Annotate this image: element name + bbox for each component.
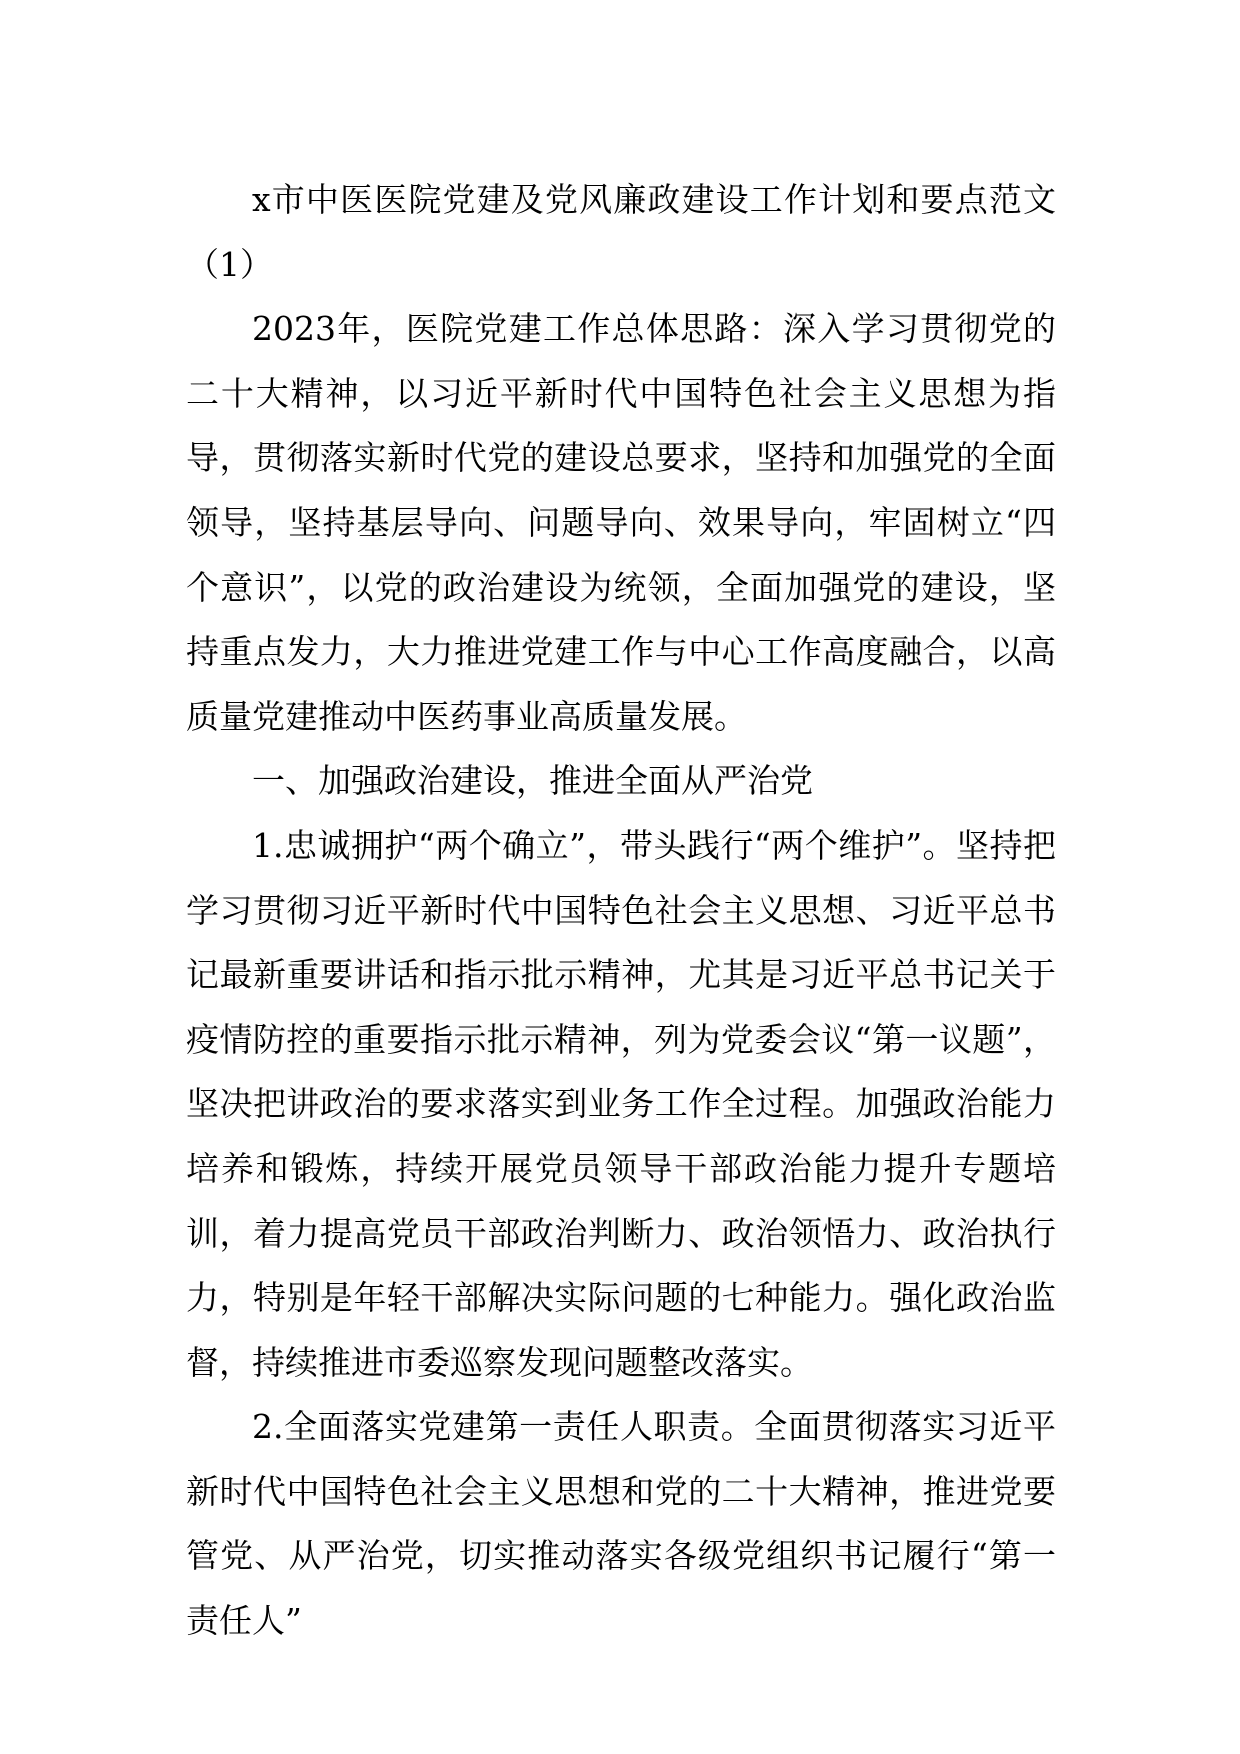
paragraph-item-2: 2.全面落实党建第一责任人职责。全面贯彻落实习近平新时代中国特色社会主义思想和党的二十大精神，推进党要管党、从严治党，切实推动落实各级党组织书记履行“第一责任人” xyxy=(186,1407,1056,1641)
paragraph-overview: 2023年，医院党建工作总体思路：深入学习贯彻党的二十大精神，以习近平新时代中国特色社会主义思想为指导，贯彻落实新时代党的建设总要求，坚持和加强党的全面领导，坚持基层导向、问题导向、效果导向，牢固树立“四个意识”，以党的政治建设为统领，全面加强党的建设，坚持重点发力，大力推进党建工作与中心工作高度融合，以高质量党建推动中医药事业高质量发展。 xyxy=(186,309,1056,736)
document-body xyxy=(186,168,1056,1654)
section-heading-1: 一、加强政治建设，推进全面从严治党 xyxy=(252,761,813,801)
paragraph-item-1: 1.忠诚拥护“两个确立”，带头践行“两个维护”。坚持把学习贯彻习近平新时代中国特色社会主义思想、习近平总书记最新重要讲话和指示批示精神，尤其是习近平总书记关于疫情防控的重要指示批示精神，列为党委会议“第一议题”，坚决把讲政治的要求落实到业务工作全过程。加强政治能力培养和锻炼，持续开展党员领导干部政治能力提升专题培训，着力提高党员干部政治判断力、政治领悟力、政治执行力，特别是年轻干部解决实际问题的七种能力。强化政治监督，持续推进市委巡察发现问题整改落实。 xyxy=(186,825,1056,1382)
document-title: x市中医医院党建及党风廉政建设工作计划和要点范文（1） xyxy=(186,180,1056,284)
